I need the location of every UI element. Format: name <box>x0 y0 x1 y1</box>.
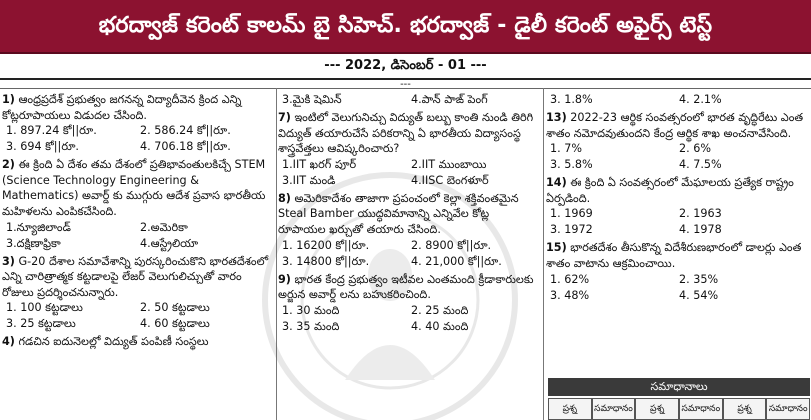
answer-option: 2. 25 మంది <box>411 303 469 317</box>
question-block <box>2 334 274 352</box>
answer-option: 4. 7.5% <box>679 158 722 172</box>
question-number: 3) <box>2 254 15 268</box>
question-text <box>546 240 808 271</box>
answer-option: 4. 40 మంది <box>411 319 469 333</box>
question-block <box>546 240 808 305</box>
answer-col-header: ప్రశ్న <box>635 398 679 420</box>
answer-option: 4. 21,000 కో||రూ. <box>411 254 502 268</box>
question-text <box>546 175 808 206</box>
question-column-3 <box>546 92 808 420</box>
options-grid <box>2 300 274 332</box>
page-title: భరద్వాజ్ కరెంట్ కాలమ్ బై సిహెచ్. భరద్వాజ్ - డైలీ కరెంట్ అఫైర్స్ టెస్ట్ <box>98 13 713 38</box>
question-text <box>2 254 274 301</box>
answers-heading: సమాధానాలు <box>548 378 810 396</box>
question-body: అమెరికాదేశం తాజాగా ప్రపంచంలో కెల్లా శక్తివంతమైన Steal Bamber యుద్ధవిమానాన్ని ఎన్నివేల కోట్ల రూపాయల ఖర్చుతో తయారు చేసింది. <box>278 191 519 236</box>
answer-option: 3.దక్షిణాఫ్రికా <box>6 236 61 250</box>
header-banner <box>0 0 811 54</box>
answer-option: 3. 14800 కో||రూ. <box>282 254 370 268</box>
question-column-1 <box>2 92 274 420</box>
answer-option: 4.IISC బెంగళూర్ <box>411 173 489 187</box>
answer-option: 4. 60 కట్టడాలు <box>140 317 210 331</box>
answer-option: 1. 16200 కో||రూ. <box>282 238 370 252</box>
question-block <box>278 110 540 191</box>
question-text <box>2 157 274 219</box>
question-body: గడచిన ఐదునెలల్లో విద్యుత్ పంపిణీ సంస్థలు <box>18 335 209 349</box>
question-block <box>2 92 274 157</box>
answers-header-row <box>548 398 810 420</box>
question-column-2 <box>278 92 540 420</box>
answer-col-header: సమాధానం <box>766 398 810 420</box>
question-body: భారతదేశం తీసుకొన్న విదేశీరుణభారంలో డాలర్లు ఎంత శాతం వాటాను ఆక్రమించాయి. <box>546 241 802 270</box>
options-grid <box>546 92 808 108</box>
answer-option: 2. 35% <box>679 272 719 286</box>
question-number: 4) <box>2 335 15 349</box>
answer-col-header: సమాధానం <box>592 398 636 420</box>
question-block <box>278 92 540 110</box>
answer-col-header: ప్రశ్న <box>723 398 767 420</box>
answer-option: 4. 1978 <box>679 223 722 237</box>
question-number: 9) <box>278 272 291 286</box>
question-body: 2022-23 ఆర్థిక సంవత్సరంలో భారత వృద్ధిరేటు ఎంత శాతం నమోదవుతుందని కేంద్ర ఆర్థిక శాఖ అంచనావేసింది. <box>546 111 804 140</box>
answer-option: 1. 30 మంది <box>282 303 340 317</box>
question-text <box>2 334 274 350</box>
answer-option: 4. 706.18 కో||రూ. <box>140 140 231 154</box>
question-number: 8) <box>278 191 291 205</box>
answer-option: 3.మైకి షెమిన్ <box>282 93 342 106</box>
question-number: 14) <box>546 176 567 190</box>
answer-option: 3. 1972 <box>550 223 593 237</box>
question-body: ఆంధ్రప్రదేశ్ ప్రభుత్వం జగనన్న విద్యాదీవెన క్రింద ఎన్ని కోట్లరూపాయలు విడుదల చేసింది. <box>2 93 242 122</box>
options-grid <box>278 238 540 270</box>
answer-option: 2. 8900 కో||రూ. <box>411 238 492 252</box>
options-grid <box>2 123 274 155</box>
options-grid <box>278 157 540 189</box>
answer-option: 3. 1.8% <box>550 93 593 106</box>
answer-option: 3. 5.8% <box>550 158 593 172</box>
question-body: G-20 దేశాల సమావేశాన్ని పురస్కరించుకొని భారతదేశంలో ఎన్ని చారిత్రాత్మక కట్టడాలపై లేజర్ వెలుగులిచ్చుతో వారం రోజులు ప్రదర్శించనున్నారు. <box>2 254 269 299</box>
question-body: ఈ క్రింది ఏ సంవత్సరంలో మేఘాలయ ప్రత్యేక రాష్ట్రం ఏర్పడింది. <box>546 176 794 205</box>
question-block <box>2 157 274 253</box>
options-grid <box>546 272 808 304</box>
options-grid <box>278 303 540 335</box>
question-body: ఇంటిలో వెలుగునిచ్చు విద్యుత్ బల్బు కాంతి నుండి తిరిగి విద్యుత్ తయారుచేసే పరికరాన్ని ఏ భారతీయ విద్యాసంస్థ శాస్త్రవేత్తలు ఆవిష్కరించారు? <box>278 111 534 156</box>
column-divider-1 <box>276 88 277 420</box>
section-divider <box>0 88 811 89</box>
separator-dashes: --- <box>400 79 411 90</box>
question-text <box>2 92 274 123</box>
answer-option: 3. 25 కట్టడాలు <box>6 317 76 331</box>
question-body: భారత కేంద్ర ప్రభుత్వం ఇటీవల ఎంతమంది క్రీడాకారులకు అర్జున అవార్డ్ లను బహుకరించింది. <box>278 272 534 302</box>
answer-option: 1.న్యూజిలాండ్ <box>6 220 71 234</box>
answer-option: 2. 50 కట్టడాలు <box>140 301 210 315</box>
options-grid <box>278 92 540 108</box>
answer-option: 3. 48% <box>550 288 590 302</box>
options-grid <box>546 141 808 173</box>
answer-option: 1. 897.24 కో||రూ. <box>6 124 97 138</box>
question-text <box>546 110 808 141</box>
answer-option: 1. 7% <box>550 142 582 156</box>
options-grid <box>546 206 808 238</box>
answer-option: 4.పాన్ పాఙ్ పెంగ్ <box>411 93 488 106</box>
question-block <box>2 254 274 335</box>
question-block <box>278 272 540 337</box>
question-body: ఈ క్రింది ఏ దేశం తమ దేశంలో ప్రతిభావంతులకిచ్చే STEM (Science Technology Engineering & Mathematics) అవార్డ్ కు ముగ్గురు ఆదేశ ప్రవాస భారతీయ మహిళలను ఎంపికచేసింది. <box>2 158 266 218</box>
question-block <box>278 191 540 272</box>
answer-option: 1. 62% <box>550 272 590 286</box>
answer-option: 3. 35 మంది <box>282 319 340 333</box>
answer-option: 1.IIT ఖరగ్ పూర్ <box>282 157 357 171</box>
answer-option: 4.ఆస్ట్రేలియా <box>140 236 199 250</box>
question-number: 1) <box>2 93 15 106</box>
answer-col-header: ప్రశ్న <box>548 398 592 420</box>
question-number: 7) <box>278 111 291 124</box>
answer-option: 2. 6% <box>679 142 711 156</box>
question-number: 15) <box>546 241 567 255</box>
column-divider-2 <box>543 88 544 420</box>
answer-option: 2.అమెరికా <box>140 220 188 234</box>
answer-option: 3.IIT మండి <box>282 173 336 187</box>
answer-option: 2. 1963 <box>679 207 722 221</box>
answer-option: 4. 54% <box>679 288 719 302</box>
answer-col-header: సమాధానం <box>679 398 723 420</box>
question-block <box>546 92 808 110</box>
question-block <box>546 110 808 175</box>
options-grid <box>2 220 274 252</box>
answer-option: 3. 694 కో||రూ. <box>6 140 79 154</box>
answer-option: 2.IIT ముంబాయి <box>411 157 487 171</box>
question-block <box>546 175 808 240</box>
question-number: 2) <box>2 158 15 172</box>
question-text <box>278 191 540 238</box>
question-text <box>278 272 540 303</box>
answer-option: 2. 586.24 కో||రూ. <box>140 124 231 138</box>
answer-option: 1. 1969 <box>550 207 593 221</box>
date-line: --- 2022, డిసెంబర్ - 01 --- <box>324 58 487 73</box>
question-number: 13) <box>546 111 567 124</box>
question-text <box>278 110 540 157</box>
answer-option: 4. 2.1% <box>679 93 722 106</box>
answer-option: 1. 100 కట్టడాలు <box>6 301 83 315</box>
